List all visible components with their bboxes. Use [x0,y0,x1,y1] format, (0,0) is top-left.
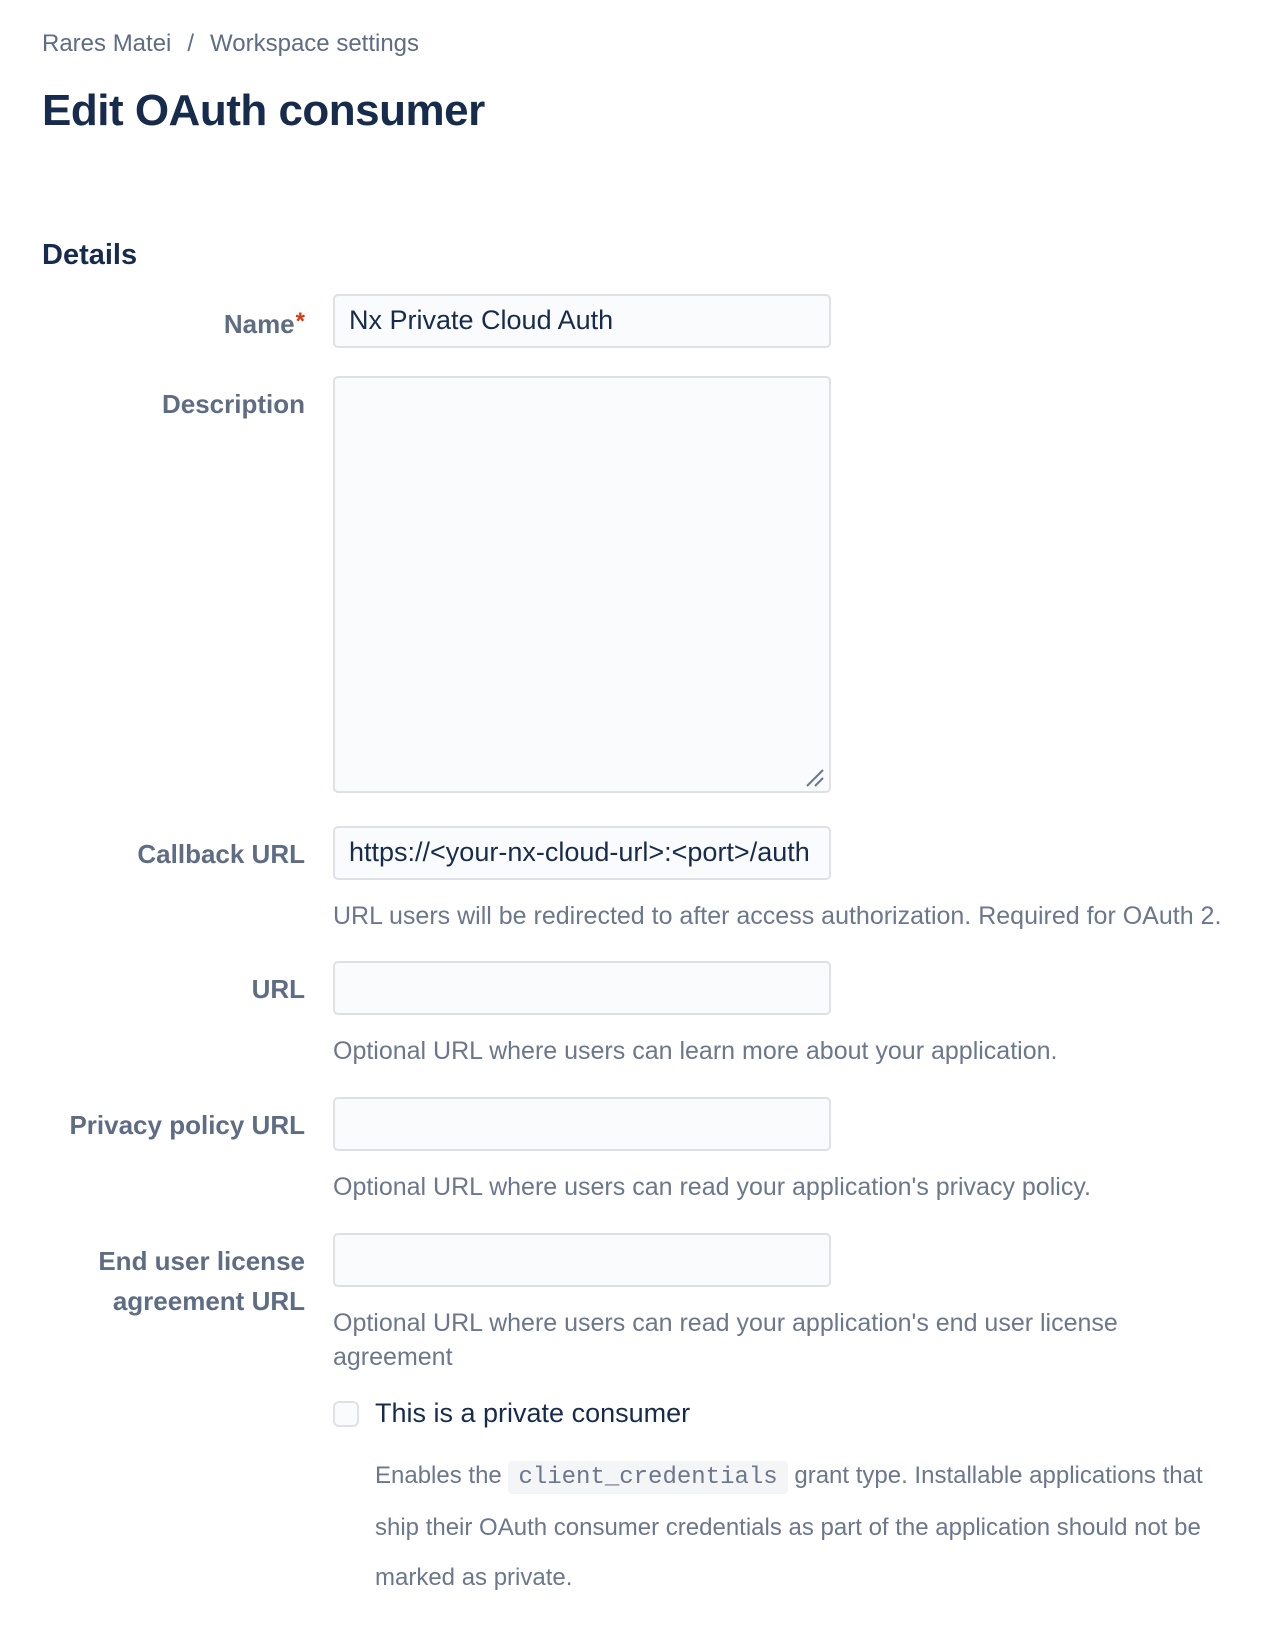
private-consumer-checkbox-line[interactable] [333,1398,1278,1429]
description-field-col [333,376,1278,798]
private-consumer-help-prefix: Enables the [375,1462,509,1490]
name-field-col [333,294,1278,348]
name-label [0,294,305,348]
privacy-policy-url-field-col [333,1097,1278,1205]
description-textarea-wrap [333,376,831,798]
privacy-policy-url-help-text: Optional URL where users can read your application's privacy policy. [333,1173,1091,1202]
url-field-row [0,961,1278,1069]
private-consumer-row [0,1398,1278,1603]
page-bottom-padding [0,1603,1278,1629]
eula-url-field-col [333,1233,1278,1375]
required-asterisk: * [295,307,305,335]
callback-url-help-text: URL users will be redirected to after access authorization. Required for OAuth 2. [333,901,1222,930]
private-consumer-label-spacer [0,1398,305,1603]
url-help-text: Optional URL where users can learn more about your application. [333,1037,1058,1066]
url-label: URL [251,974,305,1005]
description-label: Description [161,388,305,419]
privacy-policy-url-field-row [0,1097,1278,1205]
callback-url-field-row [0,826,1278,934]
private-consumer-help-suffix: grant type. Installable applications that ship their OAuth consumer credentials as part of the application should not be marked as private. [375,1462,1203,1592]
details-section-heading: Details [42,238,138,271]
private-consumer-help-text [375,1451,1235,1603]
breadcrumb [42,30,1278,58]
private-consumer-field-col [333,1398,1278,1603]
breadcrumb-settings-link[interactable]: Workspace settings [210,30,420,57]
name-field-row [0,294,1278,348]
url-input[interactable] [333,961,831,1015]
breadcrumb-separator: / [187,30,195,57]
eula-url-label: End user license agreement URL [98,1245,305,1316]
name-input[interactable] [333,294,831,348]
callback-url-input[interactable] [333,826,831,880]
description-field-row [0,376,1278,798]
callback-url-label: Callback URL [137,838,305,869]
url-field-col [333,961,1278,1069]
client-credentials-code-chip: client_credentials [508,1461,787,1494]
eula-url-field-row [0,1233,1278,1375]
name-label-text: Name [223,308,295,339]
callback-url-field-col [333,826,1278,934]
page-title: Edit OAuth consumer [42,86,485,135]
eula-url-help-text: Optional URL where users can read your application's end user license agreement [333,1308,1118,1371]
breadcrumb-workspace-link[interactable]: Rares Matei [42,30,172,57]
privacy-policy-url-label: Privacy policy URL [69,1110,305,1141]
private-consumer-checkbox[interactable] [333,1401,359,1427]
description-textarea[interactable] [333,376,831,793]
privacy-policy-url-input[interactable] [333,1097,831,1151]
resize-grip-icon[interactable] [803,766,825,788]
oauth-consumer-form [0,294,1278,1604]
eula-url-input[interactable] [333,1233,831,1287]
private-consumer-checkbox-label[interactable]: This is a private consumer [375,1398,691,1429]
